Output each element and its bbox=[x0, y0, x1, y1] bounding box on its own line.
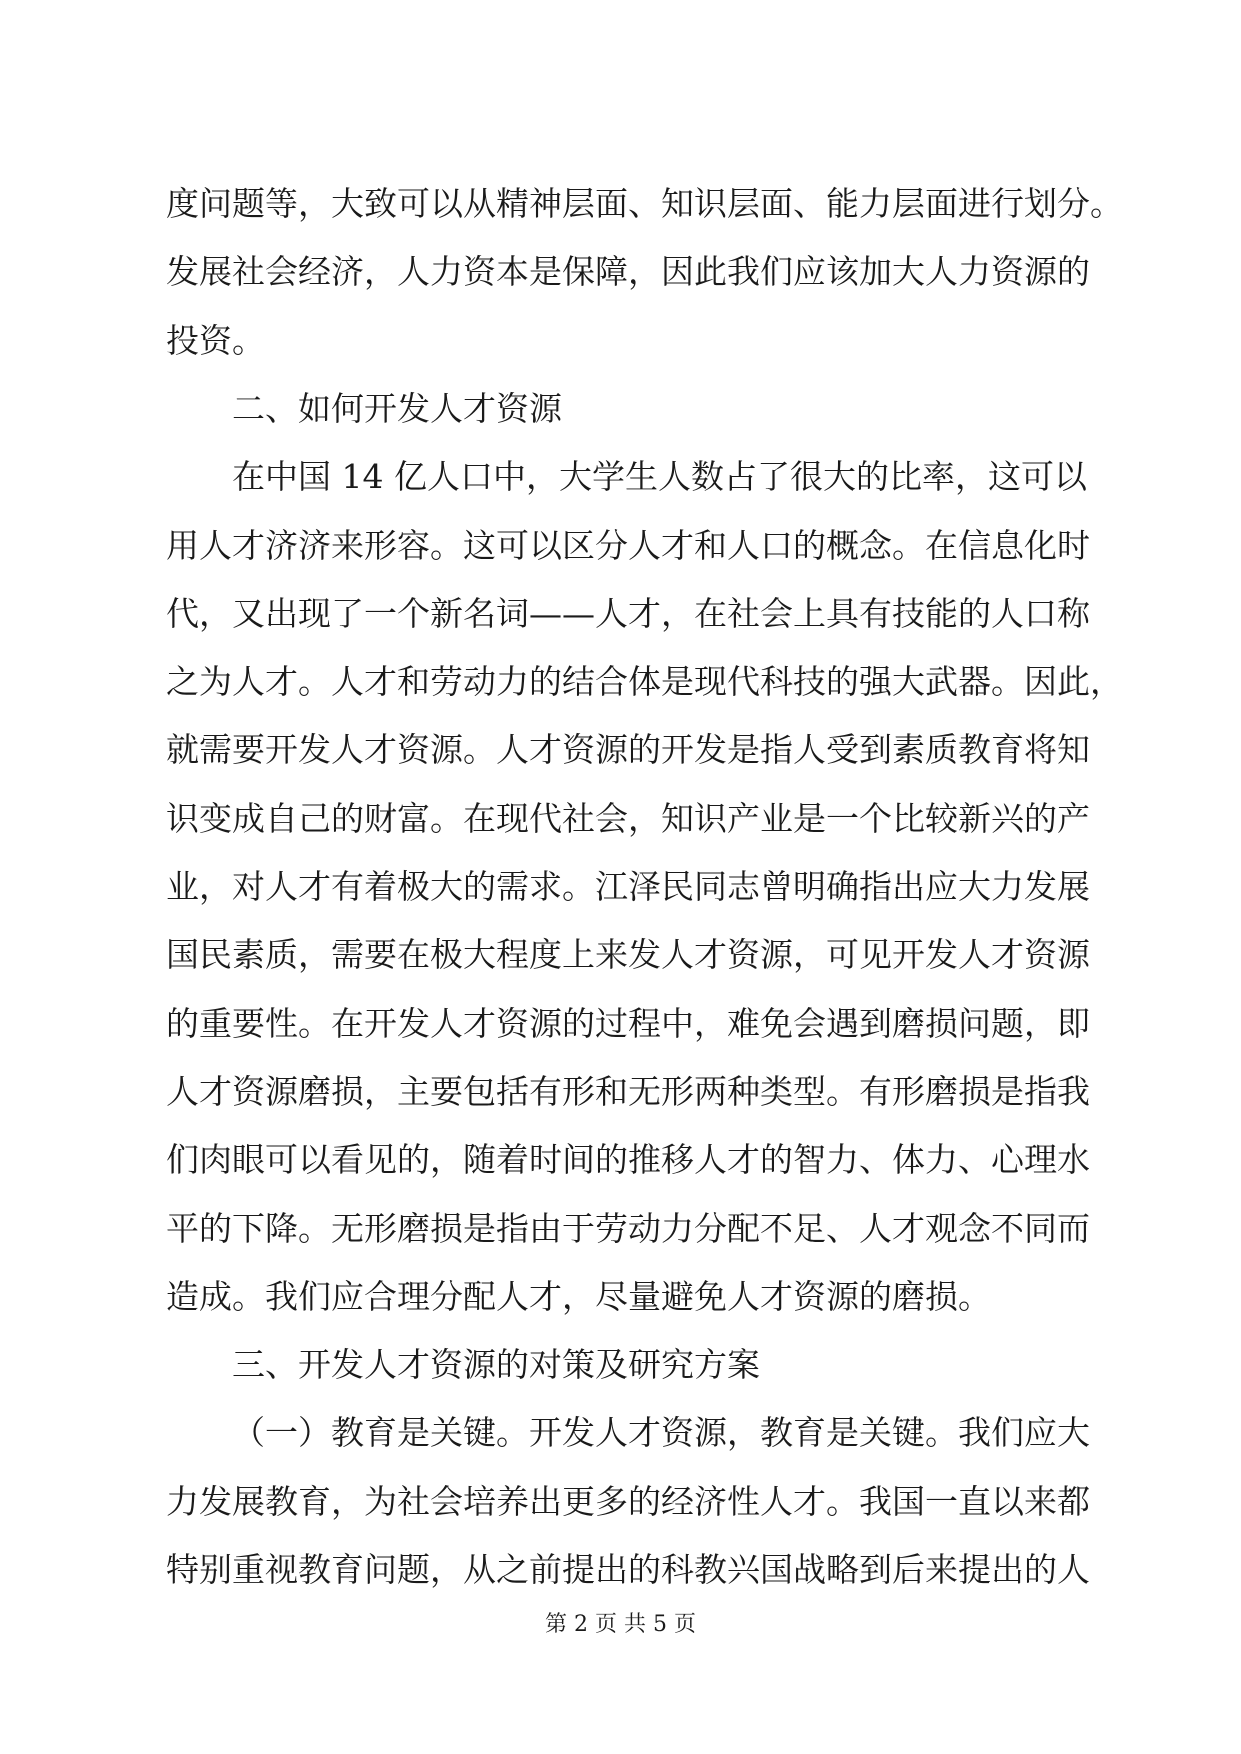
page-number-footer: 第 2 页 共 5 页 bbox=[545, 1612, 696, 1637]
text-line: 代，又出现了一个新名词——人才，在社会上具有技能的人口称 bbox=[166, 594, 1090, 633]
text-line: 人才资源磨损，主要包括有形和无形两种类型。有形磨损是指我 bbox=[166, 1072, 1090, 1111]
text-line: 的重要性。在开发人才资源的过程中，难免会遇到磨损问题，即 bbox=[166, 1004, 1090, 1043]
text-line: 造成。我们应合理分配人才，尽量避免人才资源的磨损。 bbox=[166, 1277, 991, 1316]
text-line: 发展社会经济，人力资本是保障，因此我们应该加大人力资源的 bbox=[166, 252, 1090, 291]
text-line: 业，对人才有着极大的需求。江泽民同志曾明确指出应大力发展 bbox=[166, 867, 1090, 906]
text-line: 识变成自己的财富。在现代社会，知识产业是一个比较新兴的产 bbox=[166, 799, 1090, 838]
text-line: 们肉眼可以看见的，随着时间的推移人才的智力、体力、心理水 bbox=[166, 1140, 1090, 1179]
text-line: 投资。 bbox=[166, 321, 265, 360]
text-line: 在中国 14 亿人口中，大学生人数占了很大的比率，这可以 bbox=[232, 457, 1087, 496]
section-heading: 二、如何开发人才资源 bbox=[232, 389, 562, 428]
text-line: （一）教育是关键。开发人才资源，教育是关键。我们应大 bbox=[232, 1413, 1090, 1452]
text-line: 力发展教育，为社会培养出更多的经济性人才。我国一直以来都 bbox=[166, 1482, 1090, 1521]
text-line: 国民素质，需要在极大程度上来发人才资源，可见开发人才资源 bbox=[166, 935, 1090, 974]
section-heading: 三、开发人才资源的对策及研究方案 bbox=[232, 1345, 760, 1384]
text-line: 度问题等，大致可以从精神层面、知识层面、能力层面进行划分。 bbox=[166, 184, 1123, 223]
text-line: 就需要开发人才资源。人才资源的开发是指人受到素质教育将知 bbox=[166, 730, 1090, 769]
text-line: 平的下降。无形磨损是指由于劳动力分配不足、人才观念不同而 bbox=[166, 1209, 1090, 1248]
text-line: 特别重视教育问题，从之前提出的科教兴国战略到后来提出的人 bbox=[166, 1550, 1090, 1589]
text-line: 用人才济济来形容。这可以区分人才和人口的概念。在信息化时 bbox=[166, 526, 1090, 565]
text-line: 之为人才。人才和劳动力的结合体是现代科技的强大武器。因此， bbox=[166, 662, 1123, 701]
